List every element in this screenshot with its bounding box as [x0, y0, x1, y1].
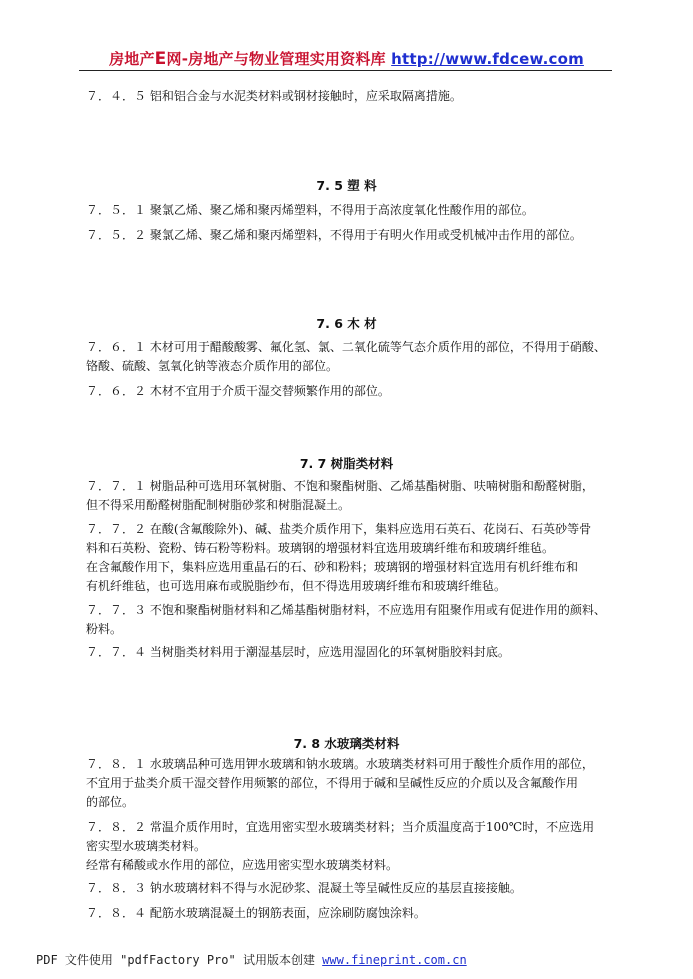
clause-7-7-3: ７．７．３ 不饱和聚酯树脂材料和乙烯基酯树脂材料，不应选用有阻聚作用或有促进作用的颜料、 粉料。	[86, 603, 606, 636]
clause-7-8-2: ７．８．２ 常温介质作用时，宜选用密实型水玻璃类材料；当介质温度高于100℃时，不应选用 密实型水玻璃类材料。 经常有稀酸或水作用的部位，应选用密实型水玻璃类材料。	[86, 820, 595, 872]
brand-e: E	[154, 49, 167, 69]
clause-7-7-2: ７．７．２ 在酸(含氟酸除外)、碱、盐类介质作用下，集料应选用石英石、花岗石、石英砂等骨 料和石英粉、瓷粉、铸石粉等粉料。玻璃钢的增强材料宜选用玻璃纤维布和玻璃纤维毡。 在含氟酸作用下，集料应选用重晶石的石、砂和粉料；玻璃钢的增强材料宜选用有机纤维布和 有机纤维毡，也可选用麻布或脱脂纱布，但不得选用玻璃纤维布和玻璃纤维毡。	[86, 522, 592, 593]
footer-link[interactable]: www.fineprint.com.cn	[322, 953, 467, 967]
pdf-footer	[36, 951, 467, 968]
site-url-link[interactable]: http://www.fdcew.com	[391, 50, 584, 68]
footer-text: PDF 文件使用 "pdfFactory Pro" 试用版本创建	[36, 953, 323, 967]
section-heading-7-7: 7. 7 树脂类材料	[299, 456, 394, 471]
clause-7-6-1: ７．６．１ 木材可用于醋酸酸雾、氟化氢、氯、二氧化硫等气态介质作用的部位，不得用于硝酸、 铬酸、硫酸、氢氧化钠等液态介质作用的部位。	[86, 340, 606, 373]
clause-7-5-1: ７．５．１ 聚氯乙烯、聚乙烯和聚丙烯塑料，不得用于高浓度氧化性酸作用的部位。	[86, 203, 534, 217]
clause-7-6-2: ７．６．２ 木材不宜用于介质干湿交替频繁作用的部位。	[86, 384, 390, 398]
brand-suffix: 网-房地产与物业管理实用资料库	[166, 50, 392, 68]
clause-7-8-3: ７．８．３ 钠水玻璃材料不得与水泥砂浆、混凝土等呈碱性反应的基层直接接触。	[86, 881, 522, 895]
clause-7-8-1: ７．８．１ 水玻璃品种可选用钾水玻璃和钠水玻璃。水玻璃类材料可用于酸性介质作用的部位， 不宜用于盐类介质干湿交替作用频繁的部位，不得用于碱和呈碱性反应的介质以及含氟酸作用 的部位。	[86, 757, 594, 809]
clause-7-7-1: ７．７．１ 树脂品种可选用环氧树脂、不饱和聚酯树脂、乙烯基酯树脂、呋喃树脂和酚醛树脂， 但不得采用酚醛树脂配制树脂砂浆和树脂混凝土。	[86, 479, 594, 512]
clause-7-5-2: ７．５．２ 聚氯乙烯、聚乙烯和聚丙烯塑料，不得用于有明火作用或受机械冲击作用的部位。	[86, 228, 582, 242]
section-heading-7-6: 7. 6 木 材	[316, 316, 377, 331]
section-heading-7-8: 7. 8 水玻璃类材料	[293, 736, 400, 751]
header-rule	[79, 70, 612, 71]
site-header	[0, 48, 693, 69]
section-heading-7-5: 7. 5 塑 料	[316, 178, 377, 193]
brand-prefix: 房地产	[109, 50, 155, 68]
clause-7-4-5: ７．４．５ 铝和铝合金与水泥类材料或钢材接触时，应采取隔离措施。	[86, 89, 462, 103]
clause-7-8-4: ７．８．４ 配筋水玻璃混凝土的钢筋表面，应涂刷防腐蚀涂料。	[86, 906, 426, 920]
clause-7-7-4: ７．７．４ 当树脂类材料用于潮湿基层时，应选用湿固化的环氧树脂胶料封底。	[86, 645, 510, 659]
